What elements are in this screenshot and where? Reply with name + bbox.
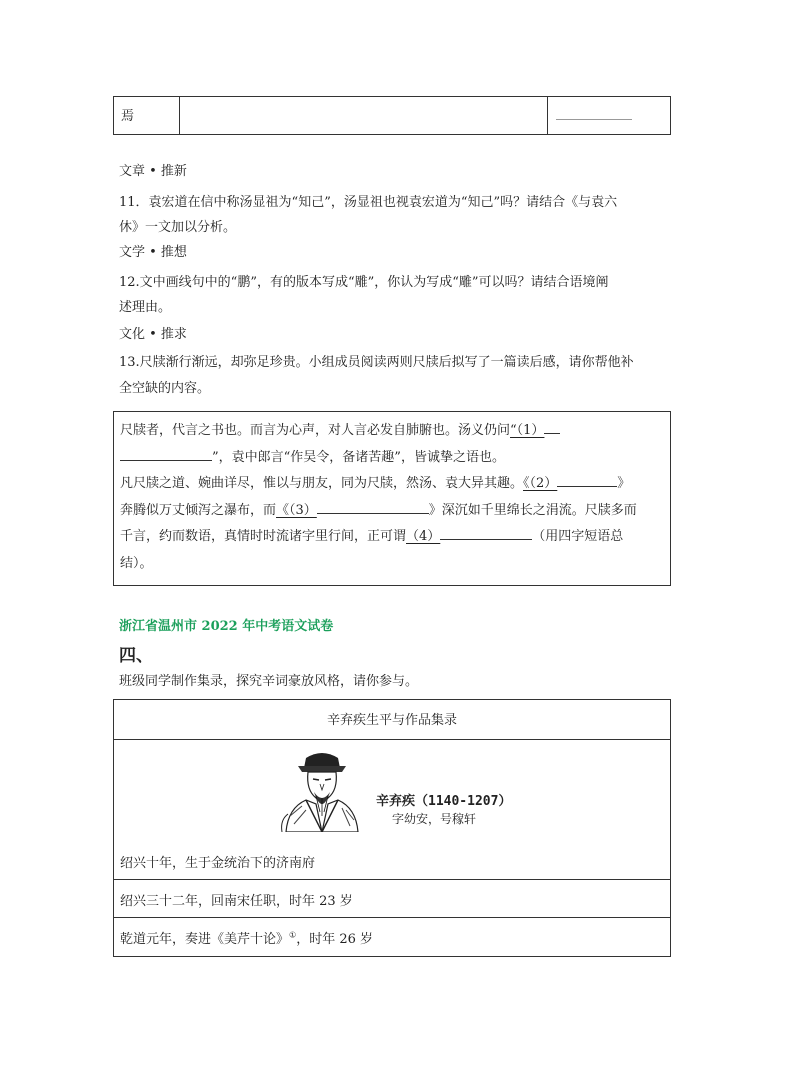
- table-cell-empty: [180, 97, 548, 134]
- question-12-line1: 12.文中画线句中的“鹏”，有的版本写成“雕”，你认为写成“雕”可以吗？请结合语境阐: [119, 275, 609, 290]
- question-11-line1: 11．袁宏道在信中称汤显祖为“知己”，汤显祖也视袁宏道为“知己”吗？请结合《与袁六: [119, 195, 618, 210]
- table-cell-answer: [548, 97, 670, 134]
- table-header: 辛弃疾生平与作品集录: [114, 700, 670, 740]
- response-text: ”，袁中郎言“作吴令，备诸苦趣”，皆诚挚之语也。: [212, 449, 505, 465]
- section-four-intro: 班级同学制作集录，探究辛词豪放风格，请你参与。: [119, 674, 419, 689]
- response-text: 凡尺牍之道、婉曲详尽，惟以与朋友，同为尺牍，然汤、袁大异其趣。: [120, 476, 524, 491]
- blank-1-field-cont[interactable]: [120, 447, 212, 461]
- section-four-heading: 四、: [119, 646, 153, 666]
- response-text: 千言，约而数语，真情时时流诸字里行间，正可谓: [120, 529, 407, 544]
- section-heading-article: 文章 • 推新: [119, 164, 187, 179]
- section-heading-culture: 文化 • 推求: [119, 327, 187, 342]
- table-cell-char: 焉: [114, 97, 180, 134]
- answer-blank: [556, 119, 632, 120]
- reading-response-box: [113, 411, 671, 586]
- life-event-text: 乾道元年，奏进《美芹十论》: [120, 932, 290, 947]
- response-text: （用四字短语总: [532, 529, 624, 544]
- xin-qiji-table: [113, 699, 671, 957]
- blank-4-label: （4）: [406, 529, 441, 544]
- poet-courtesy-name: 字幼安，号稼轩: [392, 812, 477, 826]
- portrait-row: [114, 740, 670, 880]
- answer-table: [113, 96, 671, 135]
- question-13-line2: 全空缺的内容。: [119, 381, 211, 396]
- life-event-row: [114, 918, 670, 956]
- blank-4-field[interactable]: [440, 526, 532, 540]
- blank-3-label: 《（3）: [276, 502, 317, 518]
- blank-1-field[interactable]: [544, 420, 560, 434]
- life-event-text: ，时年 26 岁: [296, 932, 373, 947]
- poet-name: 辛弃疾（1140-1207）: [376, 794, 512, 809]
- footnote-marker[interactable]: ①: [289, 930, 297, 940]
- question-12-line2: 述理由。: [119, 300, 172, 315]
- response-text: 奔腾似万丈倾泻之瀑布，而: [120, 502, 277, 518]
- question-13-line1: 13.尺牍渐行渐远，却弥足珍贵。小组成员阅读两则尺牍后拟写了一篇读后感，请你帮他补: [119, 355, 634, 370]
- blank-2-label: 《（2）: [523, 476, 558, 491]
- blank-3-field[interactable]: [317, 500, 429, 514]
- life-event-birth: 绍兴十年，生于金统治下的济南府: [120, 856, 316, 871]
- xin-qiji-portrait: [276, 746, 368, 832]
- question-11-line2: 休》一文加以分析。: [119, 220, 237, 235]
- exam-title: 浙江省温州市 2022 年中考语文试卷: [119, 619, 334, 634]
- section-heading-literature: 文学 • 推想: [119, 245, 187, 260]
- response-text: 尺牍者，代言之书也。而言为心声，对人言必发自肺腑也。汤义仍问: [120, 423, 511, 438]
- response-text: 》深沉如千里绵长之涓流。尺牍多而: [428, 502, 637, 518]
- blank-2-field[interactable]: [557, 473, 617, 487]
- response-text: 》: [617, 476, 631, 491]
- blank-1-label: “（1）: [510, 423, 545, 438]
- response-text: 结）。: [120, 555, 153, 571]
- life-event-row: 绍兴三十二年，回南宋任职，时年 23 岁: [114, 880, 670, 918]
